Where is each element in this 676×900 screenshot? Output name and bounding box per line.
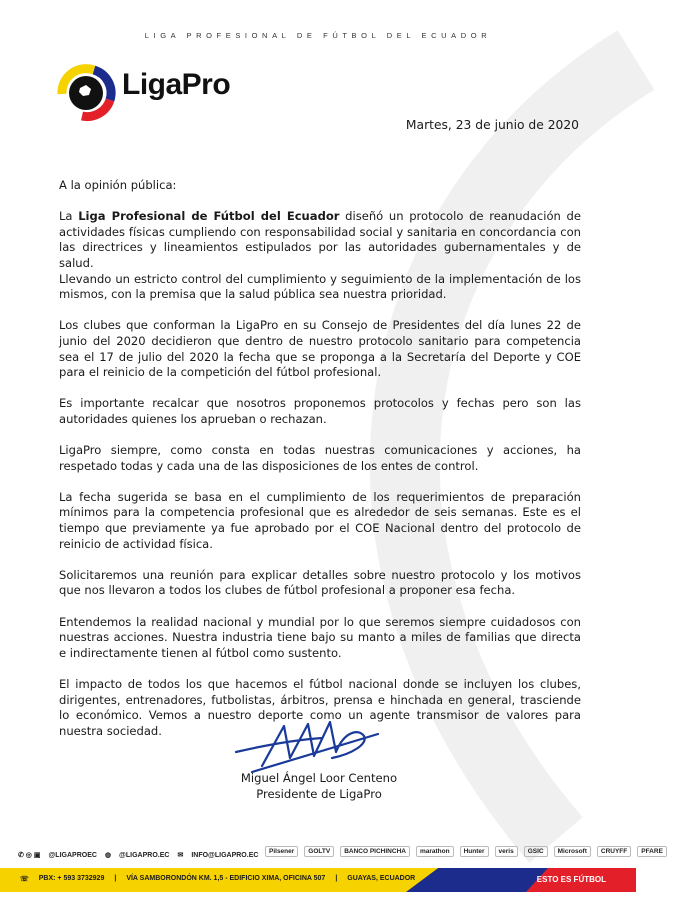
paragraph-7: Entendemos la realidad nacional y mundial por lo que seremos siempre cuidadosos con nuestras acciones. Nuestra industria tiene bajo su manto a miles de familias que directa e indirectamente tienen al fútbol como sustento. (59, 614, 581, 660)
paragraph-3: Es importante recalcar que nosotros proponemos protocolos y fechas pero son las autoridades quienes los aprueban o rechazan. (59, 396, 581, 426)
city: GUAYAS, ECUADOR (347, 875, 416, 882)
sponsor-logo: veris (495, 846, 518, 857)
address: VÍA SAMBORONDÓN KM. 1,5 - EDIFICIO XIMA, OFICINA 507 (126, 875, 326, 882)
league-name-bold: Liga Profesional de Fútbol del Ecuador (78, 209, 340, 224)
letter-body (59, 178, 581, 755)
sponsor-strip (265, 846, 667, 857)
sponsor-logo: PFARE (637, 846, 667, 857)
sponsor-logo: BANCO PICHINCHA (340, 846, 410, 857)
social-handle[interactable]: @LIGAPROEC (48, 851, 97, 859)
website-link[interactable]: @LIGAPRO.EC (119, 851, 170, 859)
signer-title: Presidente de LigaPro (256, 787, 382, 801)
sponsor-logo: marathon (416, 846, 454, 857)
logo-text: LigaPro (122, 68, 231, 101)
sponsor-logo: GOLTV (304, 846, 334, 857)
contact-line (20, 875, 415, 883)
sponsor-logo: CRUYFF (597, 846, 631, 857)
ligapro-emblem-icon (54, 60, 118, 120)
paragraph-2: Los clubes que conforman la LigaPro en su Consejo de Presidentes del día lunes 22 de junio del 2020 decidieron que dentro de nuestro protocolo sanitario para competencia sea el 17 de julio del 2020 la fecha que se proponga a la Secretaría del Deporte y COE para el reinicio de la competición del fútbol profesional. (59, 318, 581, 380)
mail-icon: ✉ (177, 852, 184, 859)
phone-number: PBX: + 593 3732929 (38, 875, 105, 882)
email-link[interactable]: INFO@LIGAPRO.EC (191, 851, 259, 859)
paragraph-4: LigaPro siempre, como consta en todas nuestras comunicaciones y acciones, ha respetado todas y cada una de las disposiciones de los entes de control. (59, 443, 581, 473)
paragraph-5: La fecha sugerida se basa en el cumplimiento de los requerimientos de preparación mínimos para la competencia profesional que es alrededor de seis semanas. Este es el tiempo que previamente ya fue aprobado por el COE Nacional dentro del protocolo de reinicio de actividad física. (59, 489, 581, 551)
social-icons: ✆ ◎ ▣ (18, 852, 41, 859)
social-row (18, 848, 258, 862)
paragraph-1 (59, 209, 581, 271)
sponsor-logo: Pilsener (265, 846, 298, 857)
globe-icon: ◍ (104, 852, 112, 859)
paragraph-1-rest: diseñó un protocolo de reanudación de actividades físicas cumpliendo con responsabilidad social y sanitaria en concordancia con las directrices y lineamientos estipulados por las autoridades gubernamentales y de salud. (59, 209, 581, 270)
slogan: ESTO ES FÚTBOL (536, 875, 606, 884)
salutation: A la opinión pública: (59, 178, 177, 192)
sponsor-logo: GSIC (524, 846, 548, 857)
signer-name: Miguel Ángel Loor Centeno (240, 771, 398, 785)
sponsor-logo: Microsoft (554, 846, 591, 857)
signer-block (196, 770, 442, 802)
sponsor-logo: Hunter (460, 846, 489, 857)
paragraph-1b: Llevando un estricto control del cumplimiento y seguimiento de la implementación de los mismos, con la premisa que la salud pública sea nuestra prioridad. (59, 271, 581, 302)
header-org-name: LIGA PROFESIONAL DE FÚTBOL DEL ECUADOR (144, 31, 492, 40)
paragraph-6: Solicitaremos una reunión para explicar detalles sobre nuestro protocolo y los motivos que nos llevaron a todos los clubes de fútbol profesional a proponer esa fecha. (59, 567, 581, 598)
footer (0, 842, 663, 900)
letter-date: Martes, 23 de junio de 2020 (405, 118, 579, 132)
phone-icon: ☏ (20, 876, 29, 883)
separator: | (335, 875, 338, 882)
ligapro-logo (54, 60, 234, 120)
separator: | (114, 875, 117, 882)
paragraph-1-lead: La (59, 209, 79, 224)
footer-band (0, 868, 636, 892)
paragraph-8: El impacto de todos los que hacemos el fútbol nacional donde se incluyen los clubes, dirigentes, entrenadores, futbolistas, árbitros, prensa e hinchada en general, trasciende lo económico. Vemos a nuestro deporte como un agente transmisor de valores para nuestra sociedad. (59, 677, 581, 738)
